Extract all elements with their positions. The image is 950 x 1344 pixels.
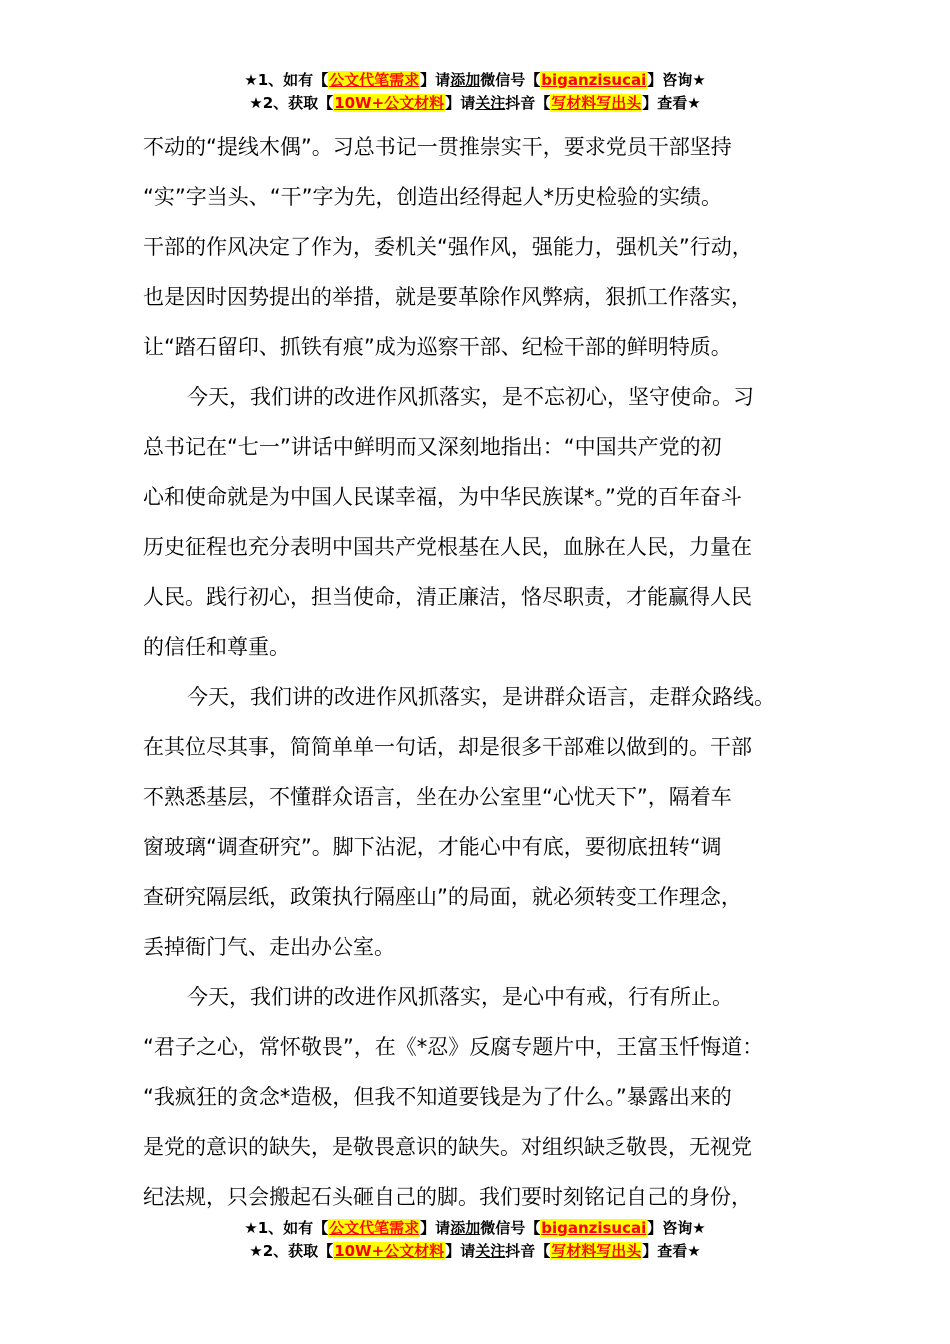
banner-highlight: 公文代笔需求 — [329, 71, 420, 89]
banner-line-1 — [0, 1217, 950, 1240]
banner-highlight: 10W+公文材料 — [334, 94, 445, 112]
body-line: 不熟悉基层，不懂群众语言，坐在办公室里“心忧天下”，隔着车 — [143, 785, 732, 809]
banner-text: 】咨询★ — [647, 1219, 706, 1237]
banner-underlined: 关注 — [475, 1242, 506, 1260]
banner-text: 】请 — [420, 1219, 451, 1237]
banner-text: 抖音【 — [505, 1242, 551, 1260]
banner-text: ★2、获取【 — [249, 94, 334, 112]
banner-text: ★2、获取【 — [249, 1242, 334, 1260]
body-line: 丢掉衙门气、走出办公室。 — [143, 935, 395, 959]
body-line: 心和使命就是为中国人民谋幸福，为中华民族谋*。”党的百年奋斗 — [143, 485, 742, 509]
banner-text: ★1、如有【 — [244, 71, 329, 89]
banner-highlight-douyin-id: 写材料写出头 — [551, 1242, 642, 1260]
paragraph-start-line: 今天，我们讲的改进作风抓落实，是心中有戒，行有所止。 — [187, 985, 733, 1009]
banner-text: 微信号【 — [480, 1219, 541, 1237]
banner-text: 】请 — [445, 1242, 476, 1260]
banner-line-2 — [0, 1240, 950, 1263]
body-line: 历史征程也充分表明中国共产党根基在人民，血脉在人民，力量在 — [143, 535, 752, 559]
body-line: 查研究隔层纸，政策执行隔座山”的局面，就必须转变工作理念， — [143, 885, 742, 909]
body-line: 干部的作风决定了作为，委机关“强作风，强能力，强机关”行动， — [143, 235, 753, 259]
body-line: “我疯狂的贪念*造极，但我不知道要钱是为了什么。”暴露出来的 — [143, 1085, 732, 1109]
body-line: 窗玻璃“调查研究”。脚下沾泥，才能心中有底，要彻底扭转“调 — [143, 835, 722, 859]
body-line: 在其位尽其事，简简单单一句话，却是很多干部难以做到的。干部 — [143, 735, 752, 759]
body-line: “君子之心，常怀敬畏”，在《*忍》反腐专题片中，王富玉忏悔道： — [143, 1035, 764, 1059]
header-banner — [0, 69, 950, 115]
banner-underlined: 添加 — [450, 1219, 481, 1237]
body-line: 纪法规，只会搬起石头砸自己的脚。我们要时刻铭记自己的身份， — [143, 1185, 752, 1209]
banner-highlight-wechat-id: biganzisucai — [541, 1219, 647, 1237]
body-line: 是党的意识的缺失，是敬畏意识的缺失。对组织缺乏敬畏，无视党 — [143, 1135, 752, 1159]
banner-highlight: 公文代笔需求 — [329, 1219, 420, 1237]
body-line: 让“踏石留印、抓铁有痕”成为巡察干部、纪检干部的鲜明特质。 — [143, 335, 732, 359]
body-line: 人民。践行初心，担当使命，清正廉洁，恪尽职责，才能赢得人民 — [143, 585, 752, 609]
banner-text: 抖音【 — [505, 94, 551, 112]
banner-text: 】请 — [420, 71, 451, 89]
banner-highlight-wechat-id: biganzisucai — [541, 71, 647, 89]
banner-line-1 — [0, 69, 950, 92]
banner-highlight-douyin-id: 写材料写出头 — [551, 94, 642, 112]
body-line: 的信任和尊重。 — [143, 635, 290, 659]
banner-text: 】查看★ — [642, 1242, 701, 1260]
banner-text: 微信号【 — [480, 71, 541, 89]
document-body — [143, 122, 833, 1222]
paragraph-start-line: 今天，我们讲的改进作风抓落实，是不忘初心，坚守使命。习 — [187, 385, 754, 409]
banner-line-2 — [0, 92, 950, 115]
banner-text: 】咨询★ — [647, 71, 706, 89]
banner-highlight: 10W+公文材料 — [334, 1242, 445, 1260]
body-line: 也是因时因势提出的举措，就是要革除作风弊病，狠抓工作落实， — [143, 285, 752, 309]
banner-text: 】请 — [445, 94, 476, 112]
body-line: “实”字当头、“干”字为先，创造出经得起人*历史检验的实绩。 — [143, 185, 723, 209]
body-line: 不动的“提线木偶”。习总书记一贯推崇实干，要求党员干部坚持 — [143, 135, 732, 159]
banner-text: 】查看★ — [642, 94, 701, 112]
paragraph-start-line: 今天，我们讲的改进作风抓落实，是讲群众语言，走群众路线。 — [187, 685, 775, 709]
banner-text: ★1、如有【 — [244, 1219, 329, 1237]
banner-underlined: 关注 — [475, 94, 506, 112]
banner-underlined: 添加 — [450, 71, 481, 89]
body-line: 总书记在“七一”讲话中鲜明而又深刻地指出：“中国共产党的初 — [143, 435, 722, 459]
footer-banner — [0, 1217, 950, 1263]
